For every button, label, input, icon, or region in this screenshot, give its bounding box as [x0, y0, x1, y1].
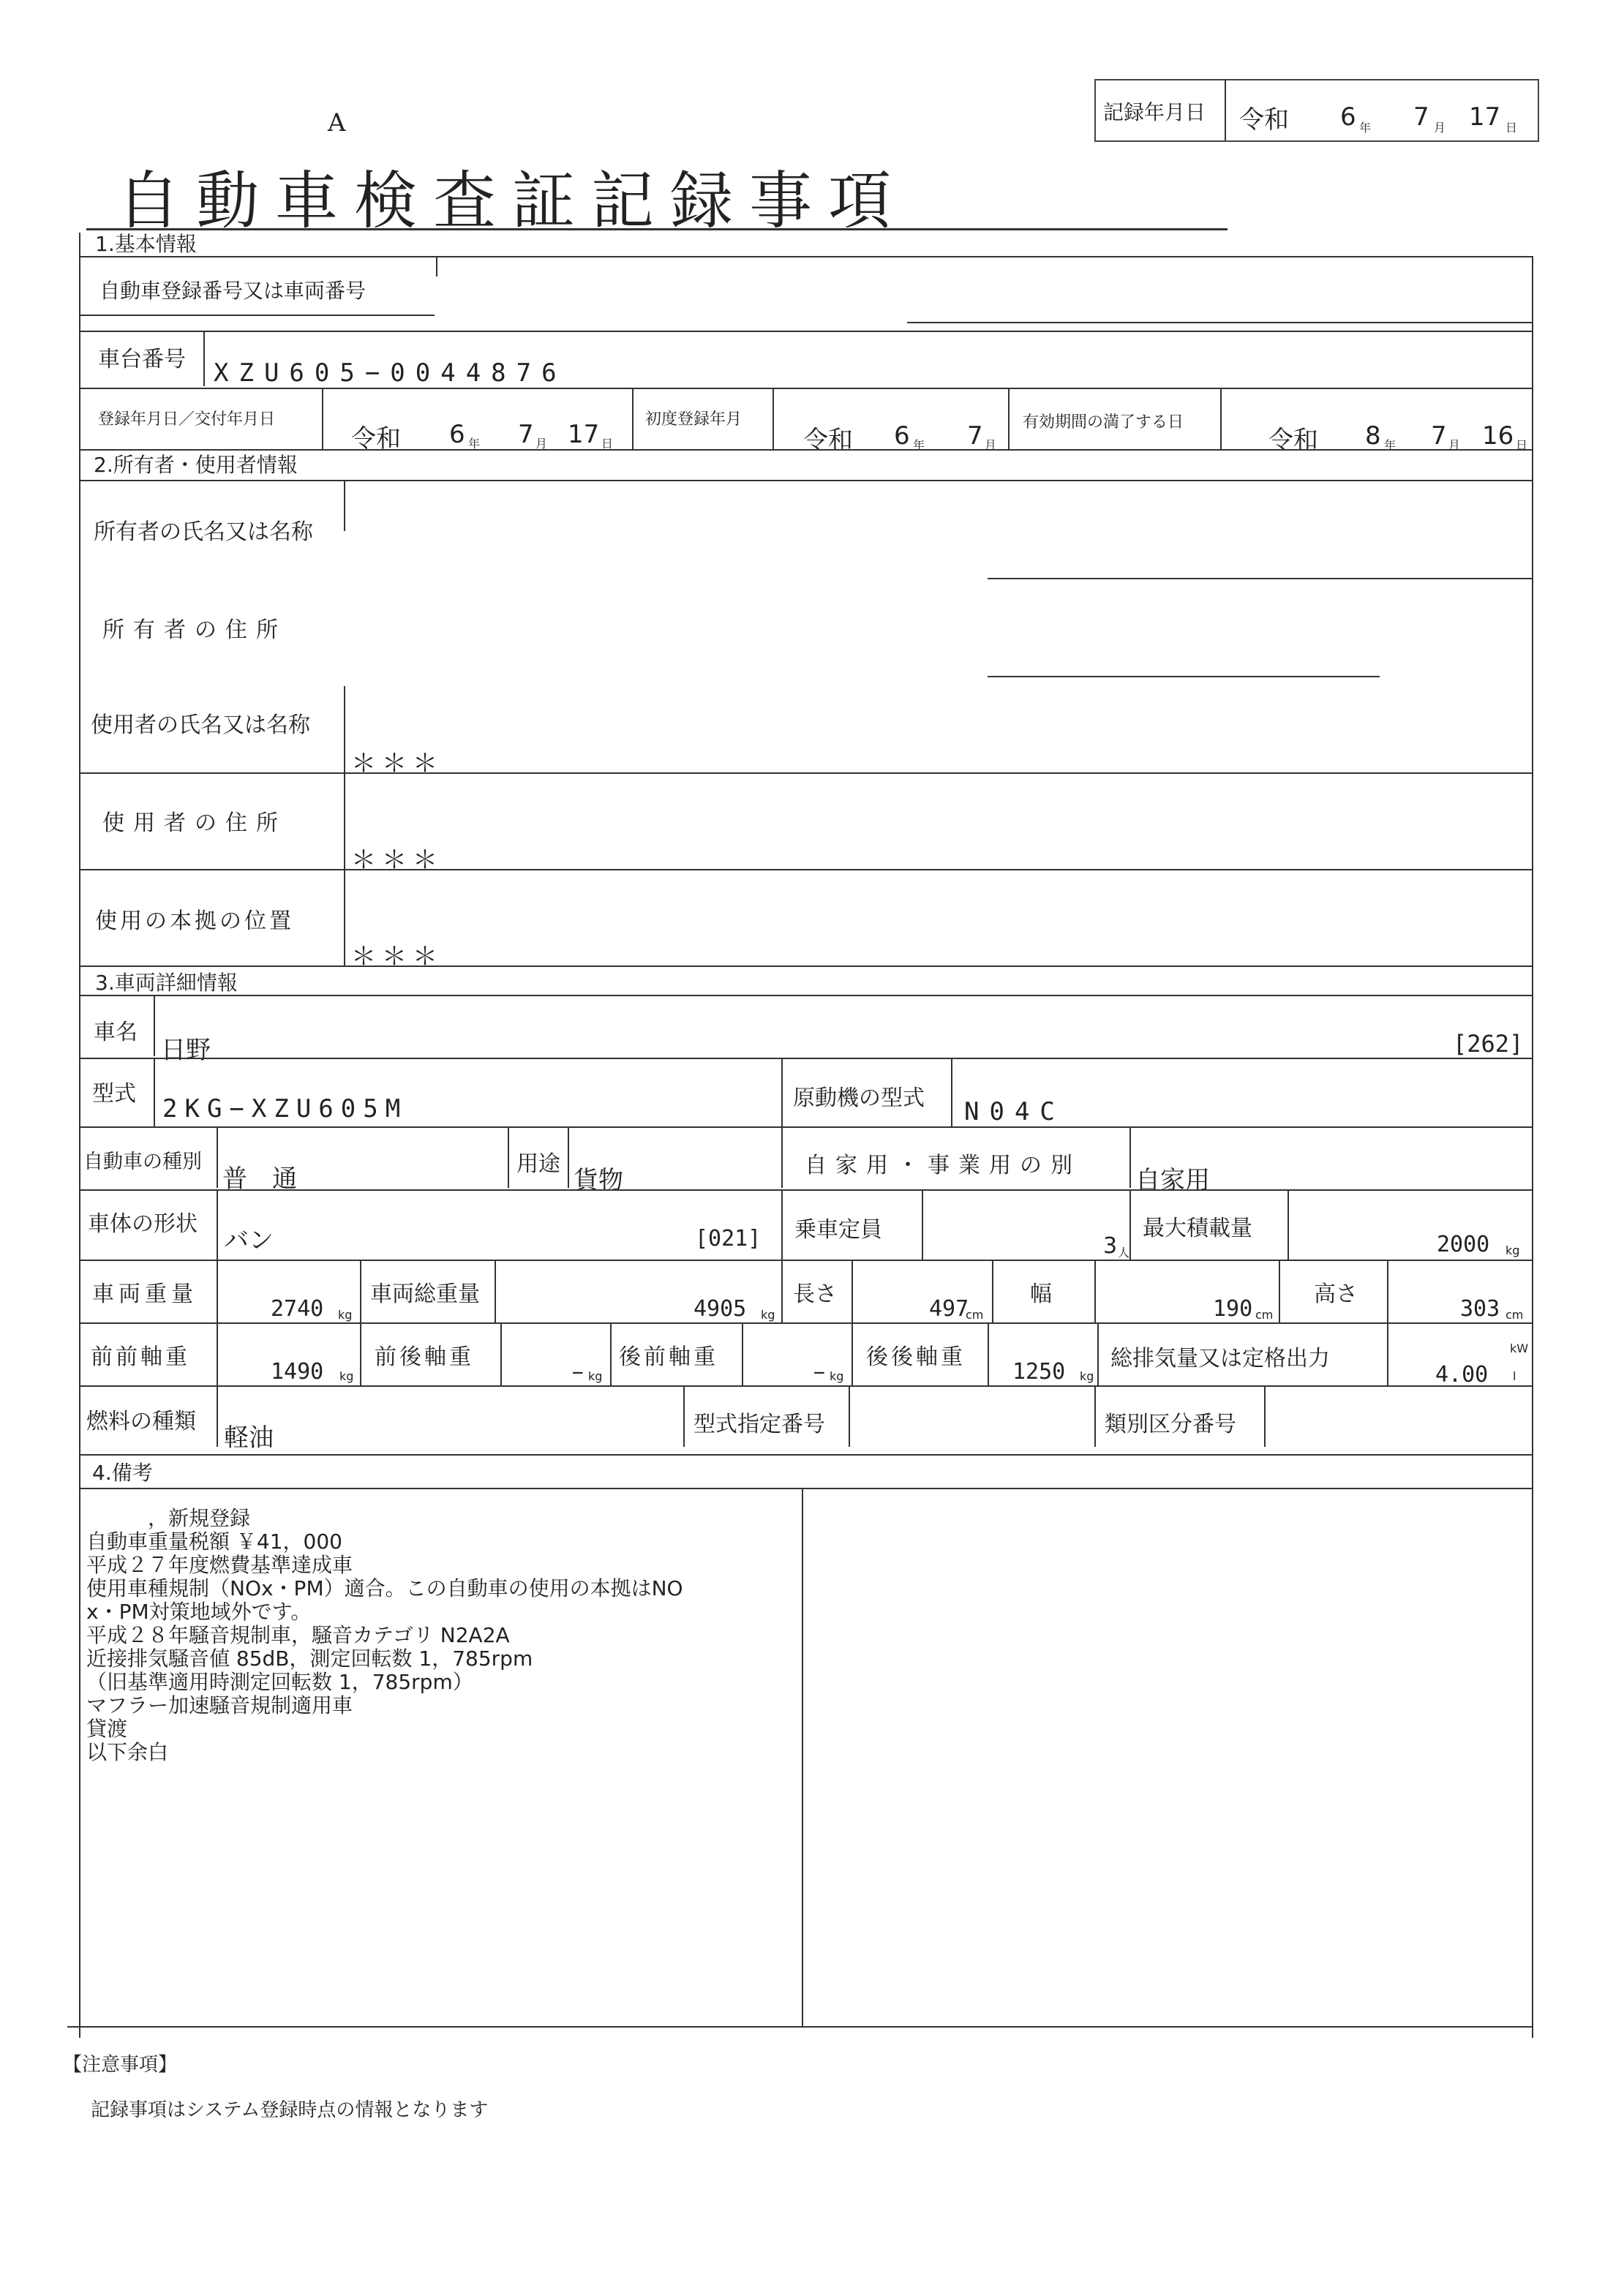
- record-date-era: 令和: [1239, 105, 1289, 135]
- capacity-label: 乗車定員: [794, 1217, 882, 1243]
- expiry-label: 有効期間の満了する日: [1023, 413, 1184, 432]
- body-label: 車体の形状: [88, 1211, 198, 1237]
- section-remarks-heading: 4.備考: [92, 1461, 153, 1485]
- rf-axle-value: −: [813, 1362, 825, 1384]
- width-label: 幅: [1030, 1281, 1052, 1307]
- chassis-value: XZU605−0044876: [214, 358, 567, 388]
- expiry-era: 令和: [1268, 426, 1318, 455]
- rr-axle-label: 後後軸重: [866, 1344, 966, 1370]
- owner-name-label: 所有者の氏名又は名称: [94, 519, 313, 545]
- gross-value: 4905: [693, 1296, 747, 1322]
- remarks-line: 以下余白: [86, 1740, 169, 1764]
- reg-date-year: 6: [449, 420, 465, 449]
- remarks-line: 使用車種規制（NOx・PM）適合。この自動車の使用の本拠はNO: [86, 1576, 683, 1600]
- fr-axle-value: −: [572, 1362, 584, 1384]
- reg-date-month: 7: [518, 420, 534, 449]
- expiry-month: 7: [1431, 421, 1447, 451]
- frame-bottom: [67, 2026, 1533, 2028]
- model-label: 型式: [92, 1081, 136, 1107]
- model-value: 2KG−XZU605M: [162, 1094, 408, 1123]
- rr-axle-value: 1250: [1012, 1359, 1066, 1385]
- reg-date-era: 令和: [351, 424, 401, 453]
- remarks-line: （旧基準適用時測定回転数 1，785rpm）: [86, 1670, 473, 1694]
- max-load-value: 2000: [1437, 1232, 1490, 1257]
- gross-label: 車両総重量: [370, 1281, 480, 1307]
- first-reg-month: 7: [967, 421, 983, 451]
- fuel-value: 軽油: [224, 1423, 274, 1453]
- kind-value: 普 通: [222, 1164, 297, 1194]
- remarks-line: 平成２８年騒音規制車，騒音カテゴリ N2A2A: [86, 1623, 510, 1647]
- owner-address-label: 所有者の住所: [102, 617, 287, 643]
- record-date-year: 6: [1340, 102, 1356, 132]
- reg-date-day: 17: [568, 420, 600, 449]
- weight-value: 2740: [271, 1296, 324, 1322]
- section-vehicle-heading: 3.車両詳細情報: [95, 971, 238, 995]
- fuel-label: 燃料の種類: [86, 1409, 196, 1434]
- length-label: 長さ: [793, 1281, 837, 1307]
- remarks-line: ，新規登録: [86, 1506, 251, 1530]
- reg-date-label: 登録年月日／交付年月日: [98, 410, 276, 429]
- vehicle-name-label: 車名: [94, 1020, 138, 1045]
- remarks-divider: [802, 1488, 803, 2026]
- reg-no-label: 自動車登録番号又は車両番号: [99, 279, 366, 303]
- notes-text: 記録事項はシステム登録時点の情報となります: [91, 2099, 489, 2121]
- user-address-label: 使用者の住所: [102, 810, 287, 836]
- base-location-value: ＊＊＊: [351, 942, 443, 971]
- use-label: 用途: [516, 1151, 560, 1177]
- expiry-year: 8: [1365, 421, 1381, 451]
- user-name-label: 使用者の氏名又は名称: [91, 712, 310, 738]
- rf-axle-label: 後前軸重: [619, 1344, 718, 1370]
- engine-value: N04C: [964, 1097, 1065, 1126]
- record-date-label: 記録年月日: [1103, 100, 1206, 124]
- type-designation-label: 型式指定番号: [693, 1412, 825, 1437]
- remarks-line: 自動車重量税額 ￥41，000: [86, 1529, 342, 1554]
- record-date-day: 17: [1469, 102, 1501, 132]
- record-date-box: 記録年月日 令和 6 年 7 月 17 日: [1094, 79, 1539, 142]
- frame-left: [79, 233, 80, 2038]
- height-value: 303: [1460, 1296, 1500, 1322]
- private-business-label: 自家用・事業用の別: [805, 1153, 1081, 1178]
- body-value: バン: [224, 1226, 274, 1255]
- vehicle-name-code: [262]: [1453, 1030, 1524, 1058]
- fr-axle-label: 前後軸重: [375, 1344, 474, 1370]
- remarks-line: 近接排気騒音値 85dB，測定回転数 1，785rpm: [86, 1646, 533, 1671]
- section-owner-heading: 2.所有者・使用者情報: [94, 453, 298, 477]
- displacement-value: 4.00: [1435, 1362, 1489, 1388]
- height-label: 高さ: [1314, 1281, 1358, 1307]
- base-location-label: 使用の本拠の位置: [95, 908, 294, 934]
- weight-label: 車両重量: [92, 1281, 198, 1307]
- notes-heading: 【注意事項】: [63, 2054, 178, 2076]
- length-value: 497: [929, 1296, 969, 1322]
- expiry-day: 16: [1482, 421, 1514, 451]
- body-code: [021]: [695, 1226, 762, 1251]
- width-value: 190: [1213, 1296, 1253, 1322]
- remarks-line: 平成２７年度燃費基準達成車: [86, 1553, 353, 1577]
- remarks-line: 貸渡: [86, 1717, 128, 1741]
- first-reg-year: 6: [894, 421, 910, 451]
- ff-axle-label: 前前軸重: [91, 1344, 190, 1370]
- record-date-month: 7: [1413, 102, 1429, 132]
- section-basic-heading: 1.基本情報: [95, 232, 197, 256]
- ff-axle-value: 1490: [271, 1359, 324, 1385]
- use-value: 貨物: [574, 1166, 623, 1195]
- private-business-value: 自家用: [1135, 1166, 1210, 1195]
- vehicle-name-value: 日野: [161, 1036, 211, 1065]
- remarks-line: マフラー加速騒音規制適用車: [86, 1693, 353, 1717]
- capacity-value: 3: [1103, 1233, 1118, 1259]
- title-underline: [86, 228, 1228, 230]
- engine-label: 原動機の型式: [793, 1085, 925, 1111]
- chassis-label: 車台番号: [98, 347, 186, 372]
- kind-label: 自動車の種別: [83, 1151, 202, 1173]
- first-reg-label: 初度登録年月: [645, 410, 743, 429]
- user-address-value: ＊＊＊: [351, 846, 443, 875]
- user-name-value: ＊＊＊: [351, 749, 443, 778]
- document-title: 自動車検査証記録事項: [117, 165, 907, 238]
- remarks-text: [86, 1507, 789, 1764]
- displacement-label: 総排気量又は定格出力: [1110, 1346, 1330, 1371]
- frame-right: [1532, 256, 1533, 2038]
- corner-letter: A: [328, 108, 346, 138]
- first-reg-era: 令和: [803, 426, 853, 455]
- category-label: 類別区分番号: [1105, 1412, 1236, 1437]
- remarks-line: x・PM対策地域外です。: [86, 1600, 312, 1624]
- max-load-label: 最大積載量: [1143, 1216, 1252, 1241]
